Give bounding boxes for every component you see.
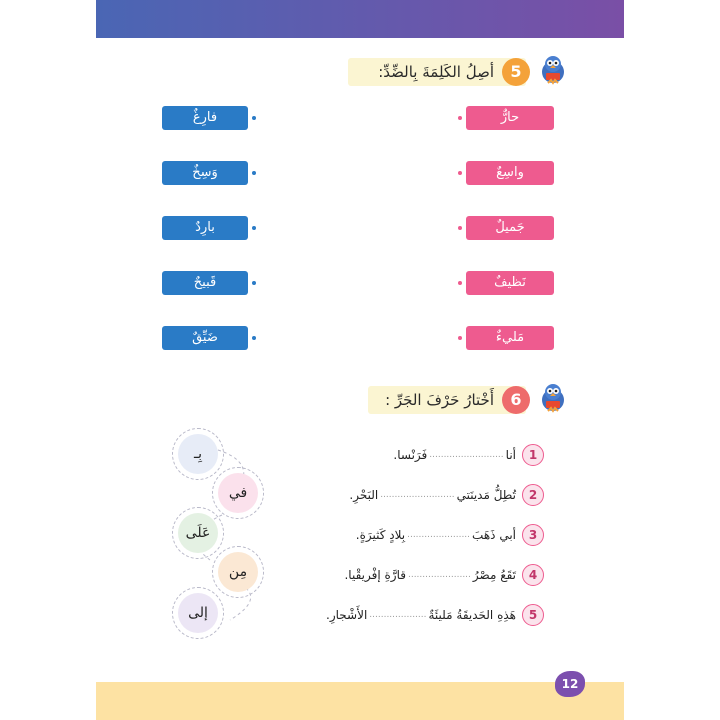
preposition-option[interactable]: [212, 467, 264, 519]
section-5-title: أصِلُ الكَلِمَةَ بِالضِّدِّ:: [378, 63, 494, 81]
section-6-number: 6: [502, 386, 530, 414]
sentence-row: [344, 564, 544, 586]
preposition-label: في: [228, 485, 248, 501]
sentence-number: 3: [522, 524, 544, 546]
preposition-option[interactable]: [172, 587, 224, 639]
connect-dot[interactable]: [458, 281, 462, 285]
connect-dot[interactable]: [252, 116, 256, 120]
blank-field[interactable]: ..........................: [429, 450, 504, 460]
bottom-banner: [96, 682, 624, 720]
connect-dot[interactable]: [252, 171, 256, 175]
sentence-row: [326, 604, 544, 626]
blank-field[interactable]: ....................: [369, 610, 427, 620]
preposition-label: بِـ: [194, 446, 202, 462]
opposite-tag[interactable]: وَسِخٌ: [162, 161, 248, 185]
opposite-tag[interactable]: بارِدٌ: [162, 216, 248, 240]
sentence-after: بِلادٍ كَثيرَةٍ.: [355, 528, 406, 542]
section-5-number: 5: [502, 58, 530, 86]
preposition-label: عَلَى: [185, 525, 211, 541]
bird-mascot-icon: [536, 52, 570, 86]
word-tag[interactable]: حارٌّ: [466, 106, 554, 130]
connect-dot[interactable]: [458, 116, 462, 120]
connect-dot[interactable]: [458, 226, 462, 230]
blank-field[interactable]: ......................: [407, 530, 471, 540]
connect-dot[interactable]: [252, 336, 256, 340]
connect-dot[interactable]: [252, 281, 256, 285]
bird-mascot-icon: [536, 380, 570, 414]
connect-dot[interactable]: [252, 226, 256, 230]
opposite-tag[interactable]: فارِغٌ: [162, 106, 248, 130]
word-tag[interactable]: مَليءٌ: [466, 326, 554, 350]
section-6-title: أَخْتارُ حَرْفَ الجَرِّ :: [385, 391, 494, 409]
preposition-label: إلى: [188, 605, 208, 621]
section-5-header: [348, 58, 526, 86]
sentence-before: أبي ذَهَبَ: [472, 528, 516, 542]
preposition-option[interactable]: [212, 546, 264, 598]
blank-field[interactable]: ..........................: [380, 490, 455, 500]
sentence-before: هَذِهِ الحَديقَةُ مَليئَةٌ: [428, 608, 516, 622]
sentence-number: 4: [522, 564, 544, 586]
word-tag[interactable]: نَظيفٌ: [466, 271, 554, 295]
top-banner: [96, 0, 624, 38]
sentence-number: 5: [522, 604, 544, 626]
opposite-tag[interactable]: قَبيحٌ: [162, 271, 248, 295]
word-tag[interactable]: واسِعٌ: [466, 161, 554, 185]
sentence-before: تَقَعُ مِصْرُ: [472, 568, 516, 582]
preposition-option[interactable]: [172, 428, 224, 480]
sentence-after: قارَّةِ إفْريقْيا.: [344, 568, 406, 582]
sentence-before: أنا: [505, 448, 516, 462]
sentence-after: الأَشْجارِ.: [326, 608, 368, 622]
sentence-row: [356, 524, 544, 546]
sentence-row: [349, 484, 544, 506]
blank-field[interactable]: ......................: [407, 570, 471, 580]
sentence-after: البَحْرِ.: [349, 488, 379, 502]
page-number: 12: [555, 671, 585, 697]
opposite-tag[interactable]: ضَيِّقٌ: [162, 326, 248, 350]
word-tag[interactable]: جَميلٌ: [466, 216, 554, 240]
preposition-option[interactable]: [172, 507, 224, 559]
sentence-number: 2: [522, 484, 544, 506]
connect-dot[interactable]: [458, 336, 462, 340]
preposition-label: مِن: [228, 564, 248, 580]
sentence-number: 1: [522, 444, 544, 466]
connect-dot[interactable]: [458, 171, 462, 175]
sentence-before: تُطِلُّ مَدينَتي: [456, 488, 516, 502]
sentence-after: فَرَنْسا.: [393, 448, 428, 462]
sentence-row: [393, 444, 544, 466]
